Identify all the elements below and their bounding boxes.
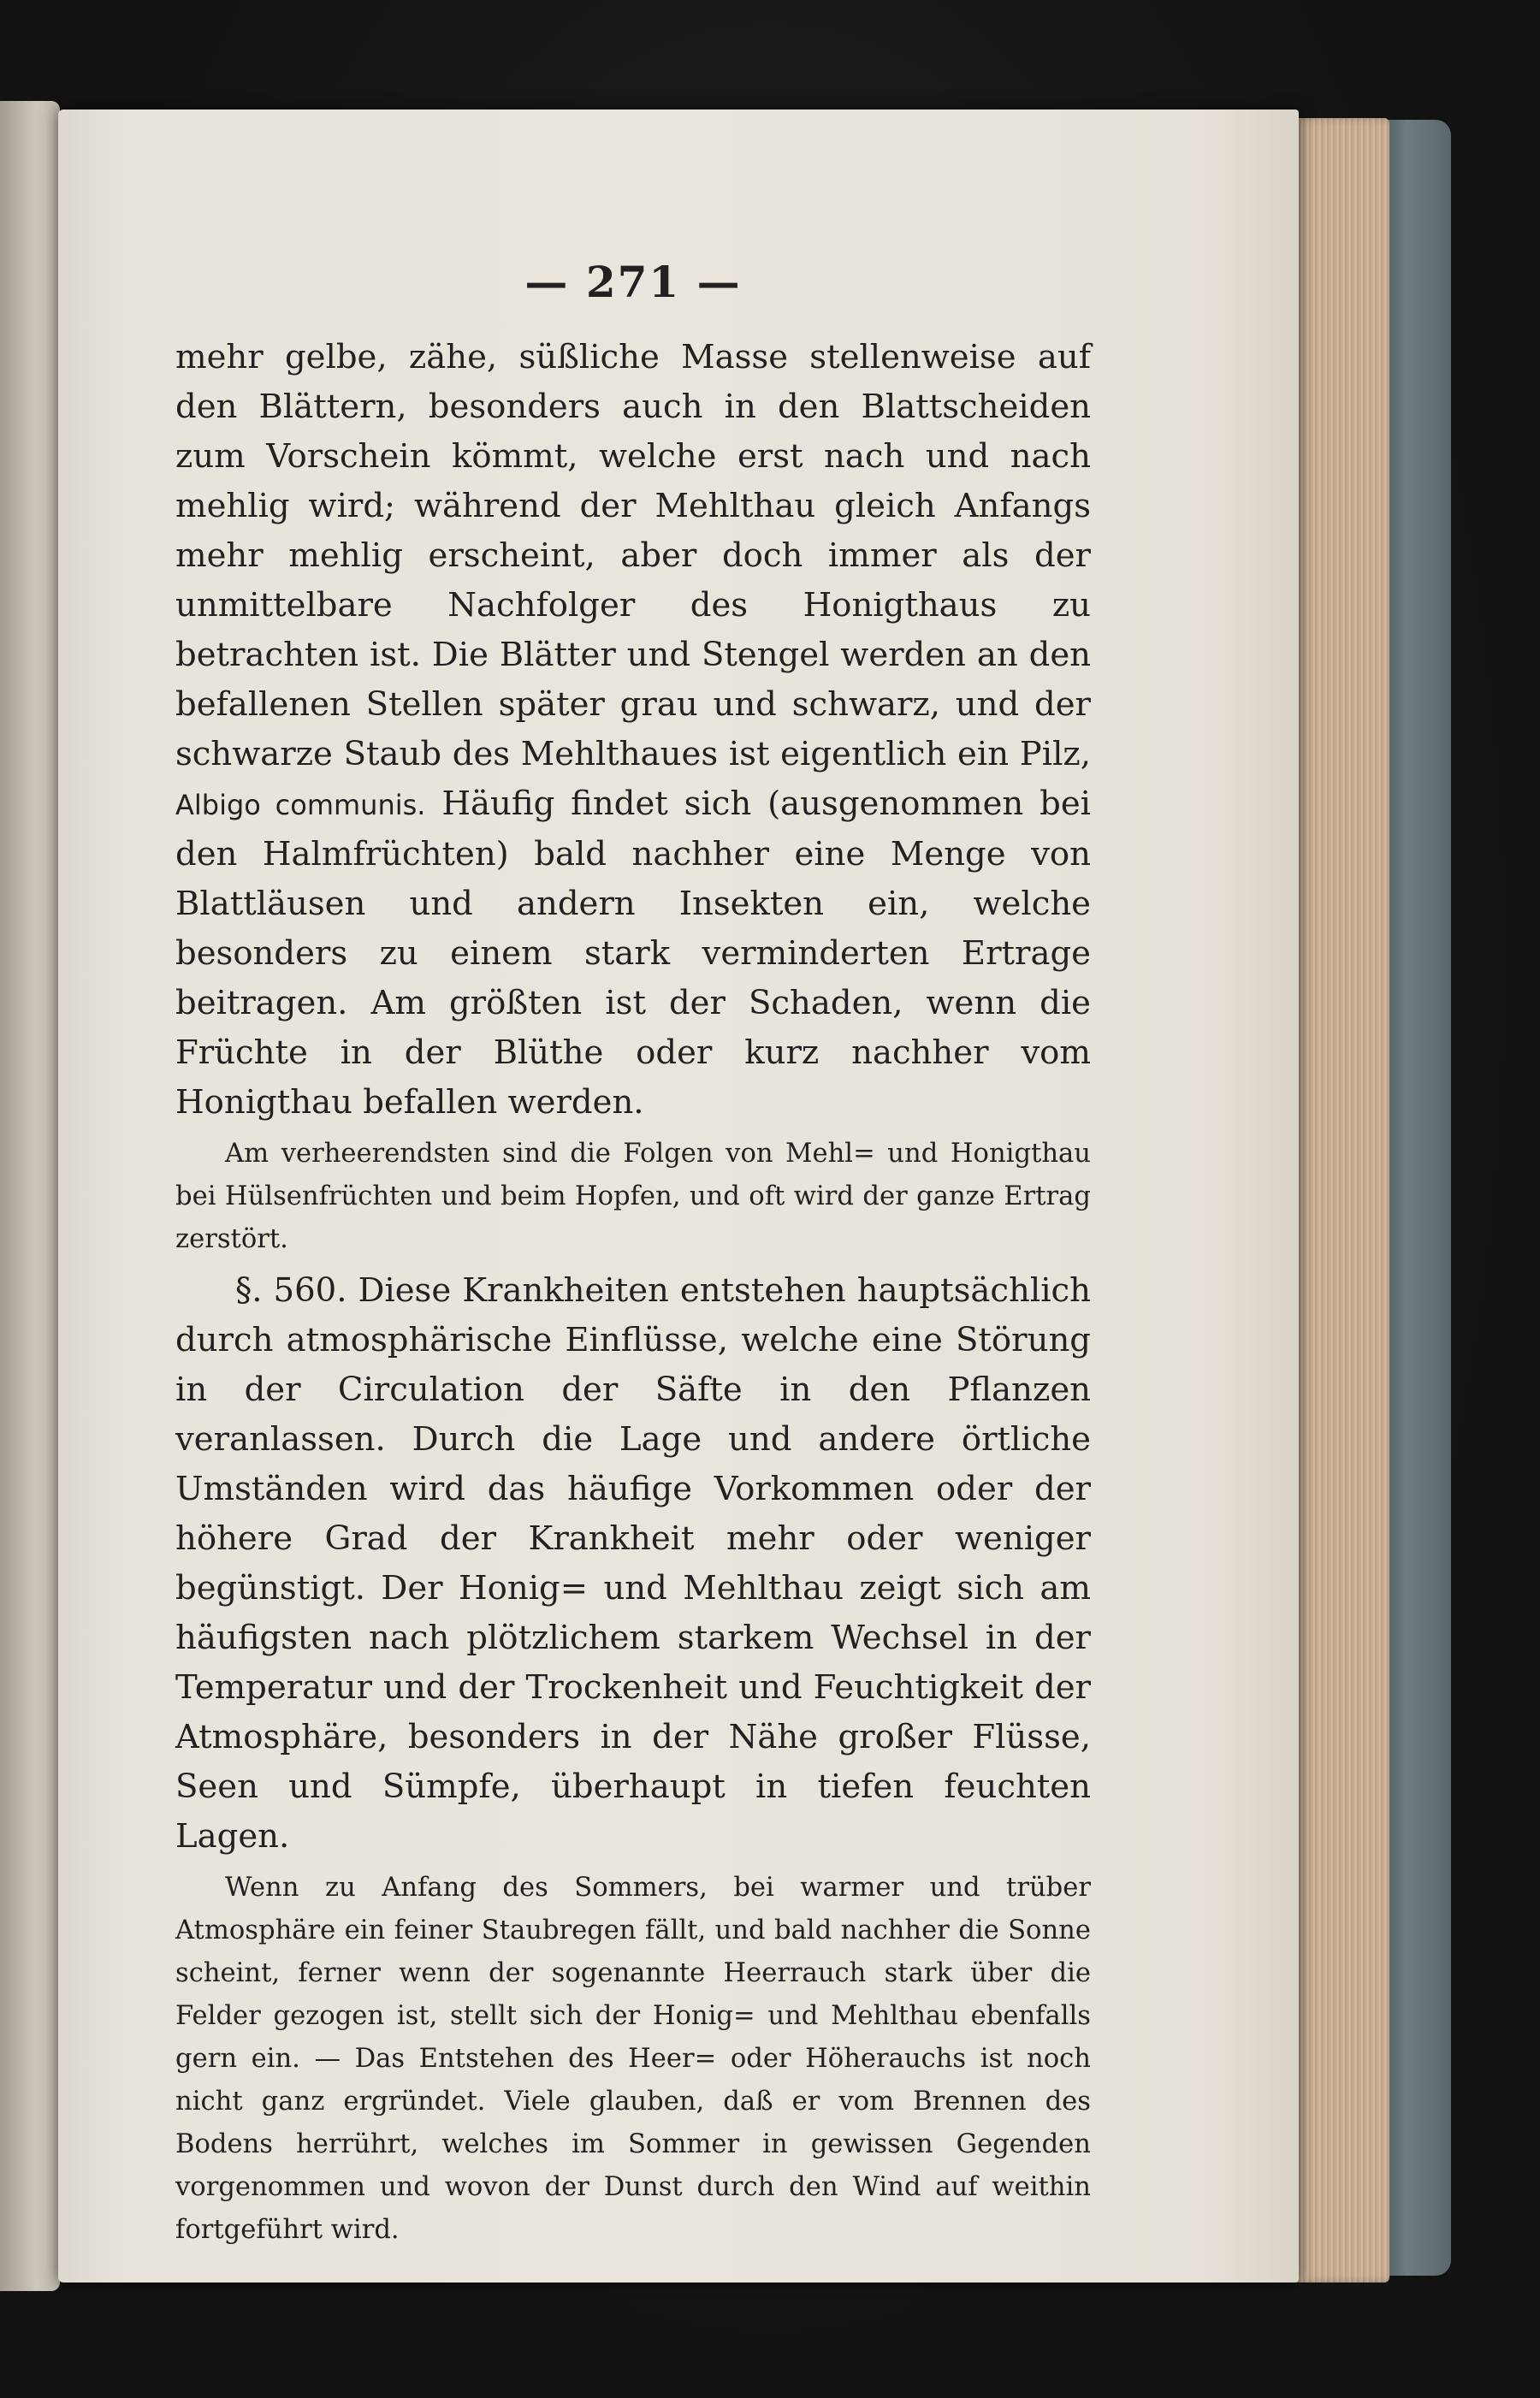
facing-page-edge [0, 101, 60, 2291]
footnote-remark-2: Wenn zu Anfang des Sommers, bei warmer und trüber Atmosphäre ein feiner Staubregen fällt, und bald nachher die Sonne scheint, ferner wenn der sogenannte Heerrauch stark über die Felder gezogen ist, stellt sich der Honig= und Mehlthau ebenfalls gern ein. — Das Entstehen des Heer= oder Höherauchs ist noch nicht ganz ergründet. Viele glauben, daß er vom Brennen des Bodens herrührt, welches im Sommer in gewissen Gegenden vorgenommen und wovon der Dunst durch den Wind auf weithin fortgeführt wird. [175, 1873, 1091, 2245]
section-560: §. 560. Diese Krankheiten entstehen hauptsächlich durch atmosphärische Einflüsse, welche eine Störung in der Circulation der Säfte in den Pflanzen veranlassen. Durch die Lage und andere örtliche Umständen wird das häufige Vorkommen oder der höhere Grad der Krankheit mehr oder weniger begünstigt. Der Honig= und Mehlthau zeigt sich am häufigsten nach plötzlichem starkem Wechsel in der Temperatur und der Trockenheit und Feuchtigkeit der Atmosphäre, besonders in der Nähe großer Flüsse, Seen und Sümpfe, überhaupt in tiefen feuchten Lagen. [175, 1271, 1091, 1856]
paragraph-continuation [175, 333, 1091, 1128]
latin-species-name: Albigo communis. [175, 789, 426, 821]
page-number: — 271 — [524, 257, 742, 307]
paragraph-tail: Häufig findet sich (ausgenommen bei den Halmfrüchten) bald nachher eine Menge von Blattläusen und andern Insekten ein, welche besonders zu einem stark verminderten Ertrage beitragen. Am größten ist der Schaden, wenn die Früchte in der Blüthe oder kurz nachher vom Honigthau befallen werden. [175, 785, 1092, 1122]
page-text [175, 257, 1091, 2257]
footnote-remark-1: Am verheerendsten sind die Folgen von Mehl= und Honigthau bei Hülsenfrüchten und beim Hopfen, und oft wird der ganze Ertrag zerstört. [175, 1139, 1091, 1254]
paragraph-lead: mehr gelbe, zähe, süßliche Masse stellenweise auf den Blättern, besonders auch in den Blattscheiden zum Vorschein kömmt, welche erst nach und nach mehlig wird; während der Mehlthau gleich Anfangs mehr mehlig erscheint, aber doch immer als der unmittelbare Nachfolger des Honigthaus zu betrachten ist. Die Blätter und Stengel werden an den befallenen Stellen später grau und schwarz, und der schwarze Staub des Mehlthaues ist eigentlich ein Pilz, [175, 338, 1091, 773]
page-edges [1294, 118, 1389, 2283]
